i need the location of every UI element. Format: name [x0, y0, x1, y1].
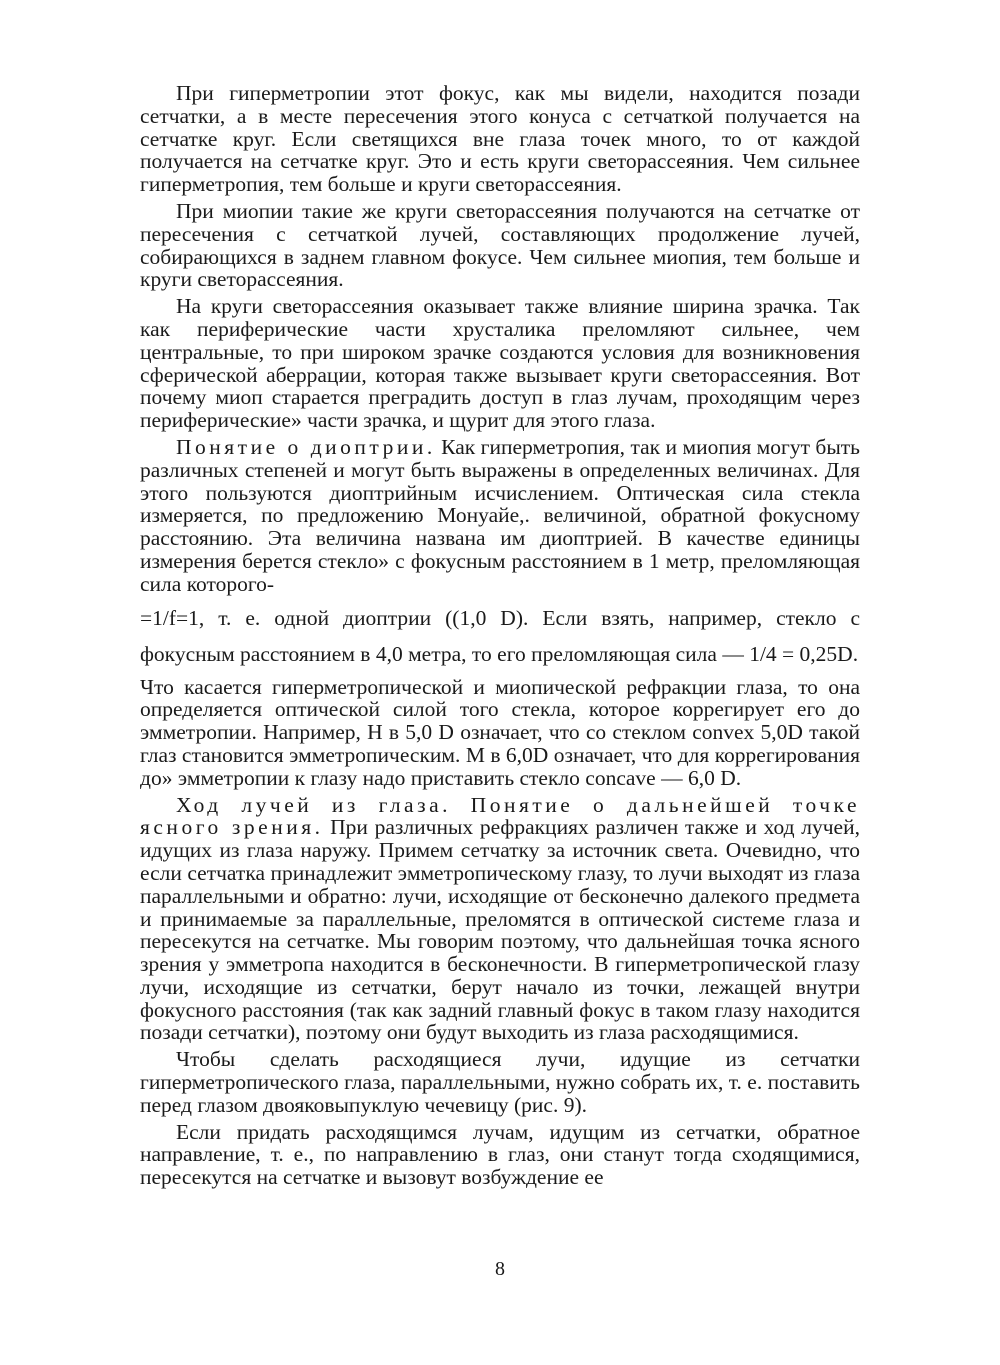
- page-number: 8: [495, 1258, 505, 1280]
- paragraph-reverse-direction: Если придать расходящимся лучам, идущим из сетчатки, обратное направление, т. е., по направлению в глаз, они станут тогда сходящимися, пересекутся на сетчатке и вызовут возбуждение ее: [140, 1119, 860, 1190]
- paragraph-ray-path-text: При различных рефракциях различен также и ход лучей, идущих из глаза наружу. Примем сетчатку за источник света. Очевидно, что если сетчатка принадлежит эмметропическому глазу, то лучи выходят из глаза параллельными и обратно: лучи, исходящие от бесконечно далекого предмета и принимаемые за параллельные, преломятся в оптической системе глаза и пересекутся на сетчатке. Мы говорим поэтому, что дальнейшая точка ясного зрения у эмметропа находится в бесконечности. В гиперметропической глазу лучи, исходящие из сетчатки, берут начало из точки, лежащей внутри фокусного расстояния (так как задний главный фокус в таком глазу находится позади сетчатки), поэтому они будут выходить из глаза расходящимися.: [140, 815, 860, 1045]
- paragraph-hyperopia-circles: При гиперметропии этот фокус, как мы видели, находится позади сетчатки, а в месте пересечения этого конуса с сетчаткой получается на сетчатке круг. Если светящихся вне глаза точек много, то от каждой получается на сетчатке круг. Это и есть круги светорассеяния. Чем сильнее гиперметропия, тем больше и круги светорассеяния.: [140, 81, 860, 197]
- paragraph-diverging-rays: Чтобы сделать расходящиеся лучи, идущие из сетчатки гиперметропического глаза, параллельными, нужно собрать их, т. е. поставить перед глазом двояковыпуклую чечевицу (рис. 9).: [140, 1047, 860, 1117]
- paragraph-diopter: [140, 436, 860, 596]
- section-heading-diopter: Понятие о диоптрии.: [176, 434, 436, 459]
- paragraph-diopter-text: Как гиперметропия, так и миопия могут быть различных степеней и могут быть выражены в определенных величинах. Для этого пользуются диоптрийным исчислением. Оптическая сила стекла измеряется, по предложению Монуайе,. величиной, обратной фокусному расстоянию. Эта величина названа им диоптрией. В качестве единицы измерения берется стекло» с фокусным расстоянием в 1 метр, преломляющая сила которого-: [140, 434, 860, 596]
- paragraph-ray-path: [140, 794, 860, 1045]
- paragraph-refraction-correction: Что касается гиперметропической и миопической рефракции глаза, то она определяется оптической силой того стекла, которое коррегирует его до эмметропии. Например, Н в 5,0 D означает, что со стеклом convex 5,0D такой глаз становится эмметропическим. М в 6,0D означает, что для коррегирования до» эмметропии к глазу надо приставить стекло concave — 6,0 D.: [140, 674, 860, 790]
- paragraph-pupil-width: На круги светорассеяния оказывает также влияние ширина зрачка. Так как периферические части хрусталика преломляют сильнее, чем центральные, то при широком зрачке создаются условия для возникновения сферической аберрации, которая также вызывает круги светорассеяния. Вот почему миоп старается преградить доступ в глаз лучам, проходящим через периферические» части зрачка, и щурит для этого глаза.: [140, 294, 860, 433]
- page-body: [140, 82, 860, 1193]
- paragraph-diopter-formula: =1/f=1, т. е. одной диоптрии ((1,0 D). Если взять, например, стекло с фокусным расстоянием в 4,0 метра, то его преломляющая сила — 1/4 = 0,25D.: [140, 605, 860, 666]
- paragraph-myopia-circles: При миопии такие же круги светорассеяния получаются на сетчатке от пересечения с сетчаткой лучей, составляющих продолжение лучей, собирающихся в заднем главном фокусе. Чем сильнее миопия, тем больше и круги светорассеяния.: [140, 198, 860, 292]
- section-heading-ray-path: Ход лучей из глаза. Понятие о дальнейшей точке ясного зрения.: [140, 792, 860, 840]
